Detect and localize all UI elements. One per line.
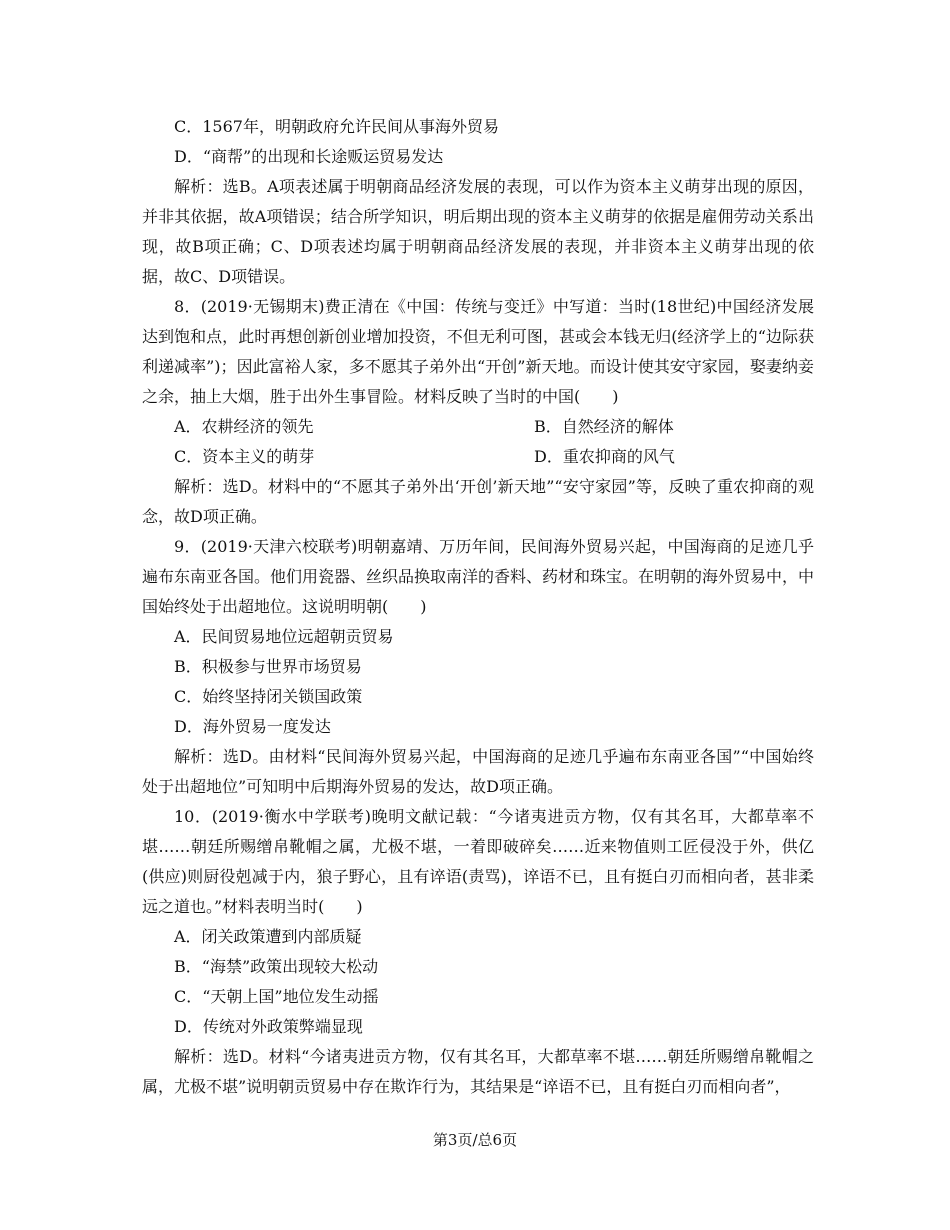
analysis-paragraph: 解析：选D。材料中的“不愿其子弟外出‘开创’新天地”“安守家园”等，反映了重农抑商的观念，故D项正确。: [142, 477, 814, 526]
option-a: A．闭关政策遭到内部质疑: [174, 927, 362, 946]
option-b: B．“海禁”政策出现较大松动: [174, 957, 379, 976]
option-c: C．资本主义的萌芽: [174, 447, 315, 466]
option-d: D．“商帮”的出现和长途贩运贸易发达: [174, 147, 444, 166]
analysis-paragraph: 解析：选D。由材料“民间海外贸易兴起，中国海商的足迹几乎遍布东南亚各国”“中国始终处于出超地位”可知明中后期海外贸易的发达，故D项正确。: [142, 747, 814, 796]
question-8-options-row-2: [142, 442, 814, 472]
option-b: B．积极参与世界市场贸易: [174, 657, 362, 676]
page-content: [142, 112, 814, 1102]
question-8: 8．(2019·无锡期末)费正清在《中国：传统与变迁》中写道：当时(18世纪)中国经济发展达到饱和点，此时再想创新创业增加投资，不但无利可图，甚或会本钱无归(经济学上的“边际获利递减率”)；因此富裕人家，多不愿其子弟外出“开创”新天地。而设计使其安守家园，娶妻纳妾之余，抽上大烟，胜于出外生事冒险。材料反映了当时的中国( ): [142, 297, 814, 406]
option-c: C．“天朝上国”地位发生动摇: [174, 987, 379, 1006]
analysis-paragraph: 解析：选B。A项表述属于明朝商品经济发展的表现，可以作为资本主义萌芽出现的原因，并非其依据，故A项错误；结合所学知识，明后期出现的资本主义萌芽的依据是雇佣劳动关系出现，故B项正确；C、D项表述均属于明朝商品经济发展的表现，并非资本主义萌芽出现的依据，故C、D项错误。: [142, 177, 814, 286]
question-9: 9．(2019·天津六校联考)明朝嘉靖、万历年间，民间海外贸易兴起，中国海商的足迹几乎遍布东南亚各国。他们用瓷器、丝织品换取南洋的香料、药材和珠宝。在明朝的海外贸易中，中国始终处于出超地位。这说明明朝( ): [142, 537, 815, 616]
question-8-options-row-1: [142, 412, 814, 442]
option-d: D．重农抑商的风气: [534, 447, 675, 466]
option-b: B．自然经济的解体: [534, 417, 674, 436]
option-d: D．海外贸易一度发达: [174, 717, 331, 736]
option-a: A．农耕经济的领先: [174, 417, 314, 436]
option-d: D．传统对外政策弊端显现: [174, 1017, 363, 1036]
page-number: 第3页/总6页: [432, 1131, 518, 1149]
option-c: C．始终坚持闭关锁国政策: [174, 687, 363, 706]
analysis-paragraph: 解析：选D。材料“今诸夷进贡方物，仅有其名耳，大都草率不堪……朝廷所赐缯帛靴帽之属，尤极不堪”说明朝贡贸易中存在欺诈行为，其结果是“谇语不已，且有挺白刃而相向者”，: [142, 1047, 814, 1096]
option-a: A．民间贸易地位远超朝贡贸易: [174, 627, 394, 646]
question-10: 10．(2019·衡水中学联考)晚明文献记载：“今诸夷进贡方物，仅有其名耳，大都草率不堪……朝廷所赐缯帛靴帽之属，尤极不堪，一着即破碎矣……近来物值则工匠侵没于外，供亿(供应)则厨役剋减于内，狼子野心，且有谇语(责骂)，谇语不已，且有挺白刃而相向者，甚非柔远之道也。”材料表明当时( ): [142, 807, 814, 916]
option-c: C．1567年，明朝政府允许民间从事海外贸易: [174, 117, 499, 136]
